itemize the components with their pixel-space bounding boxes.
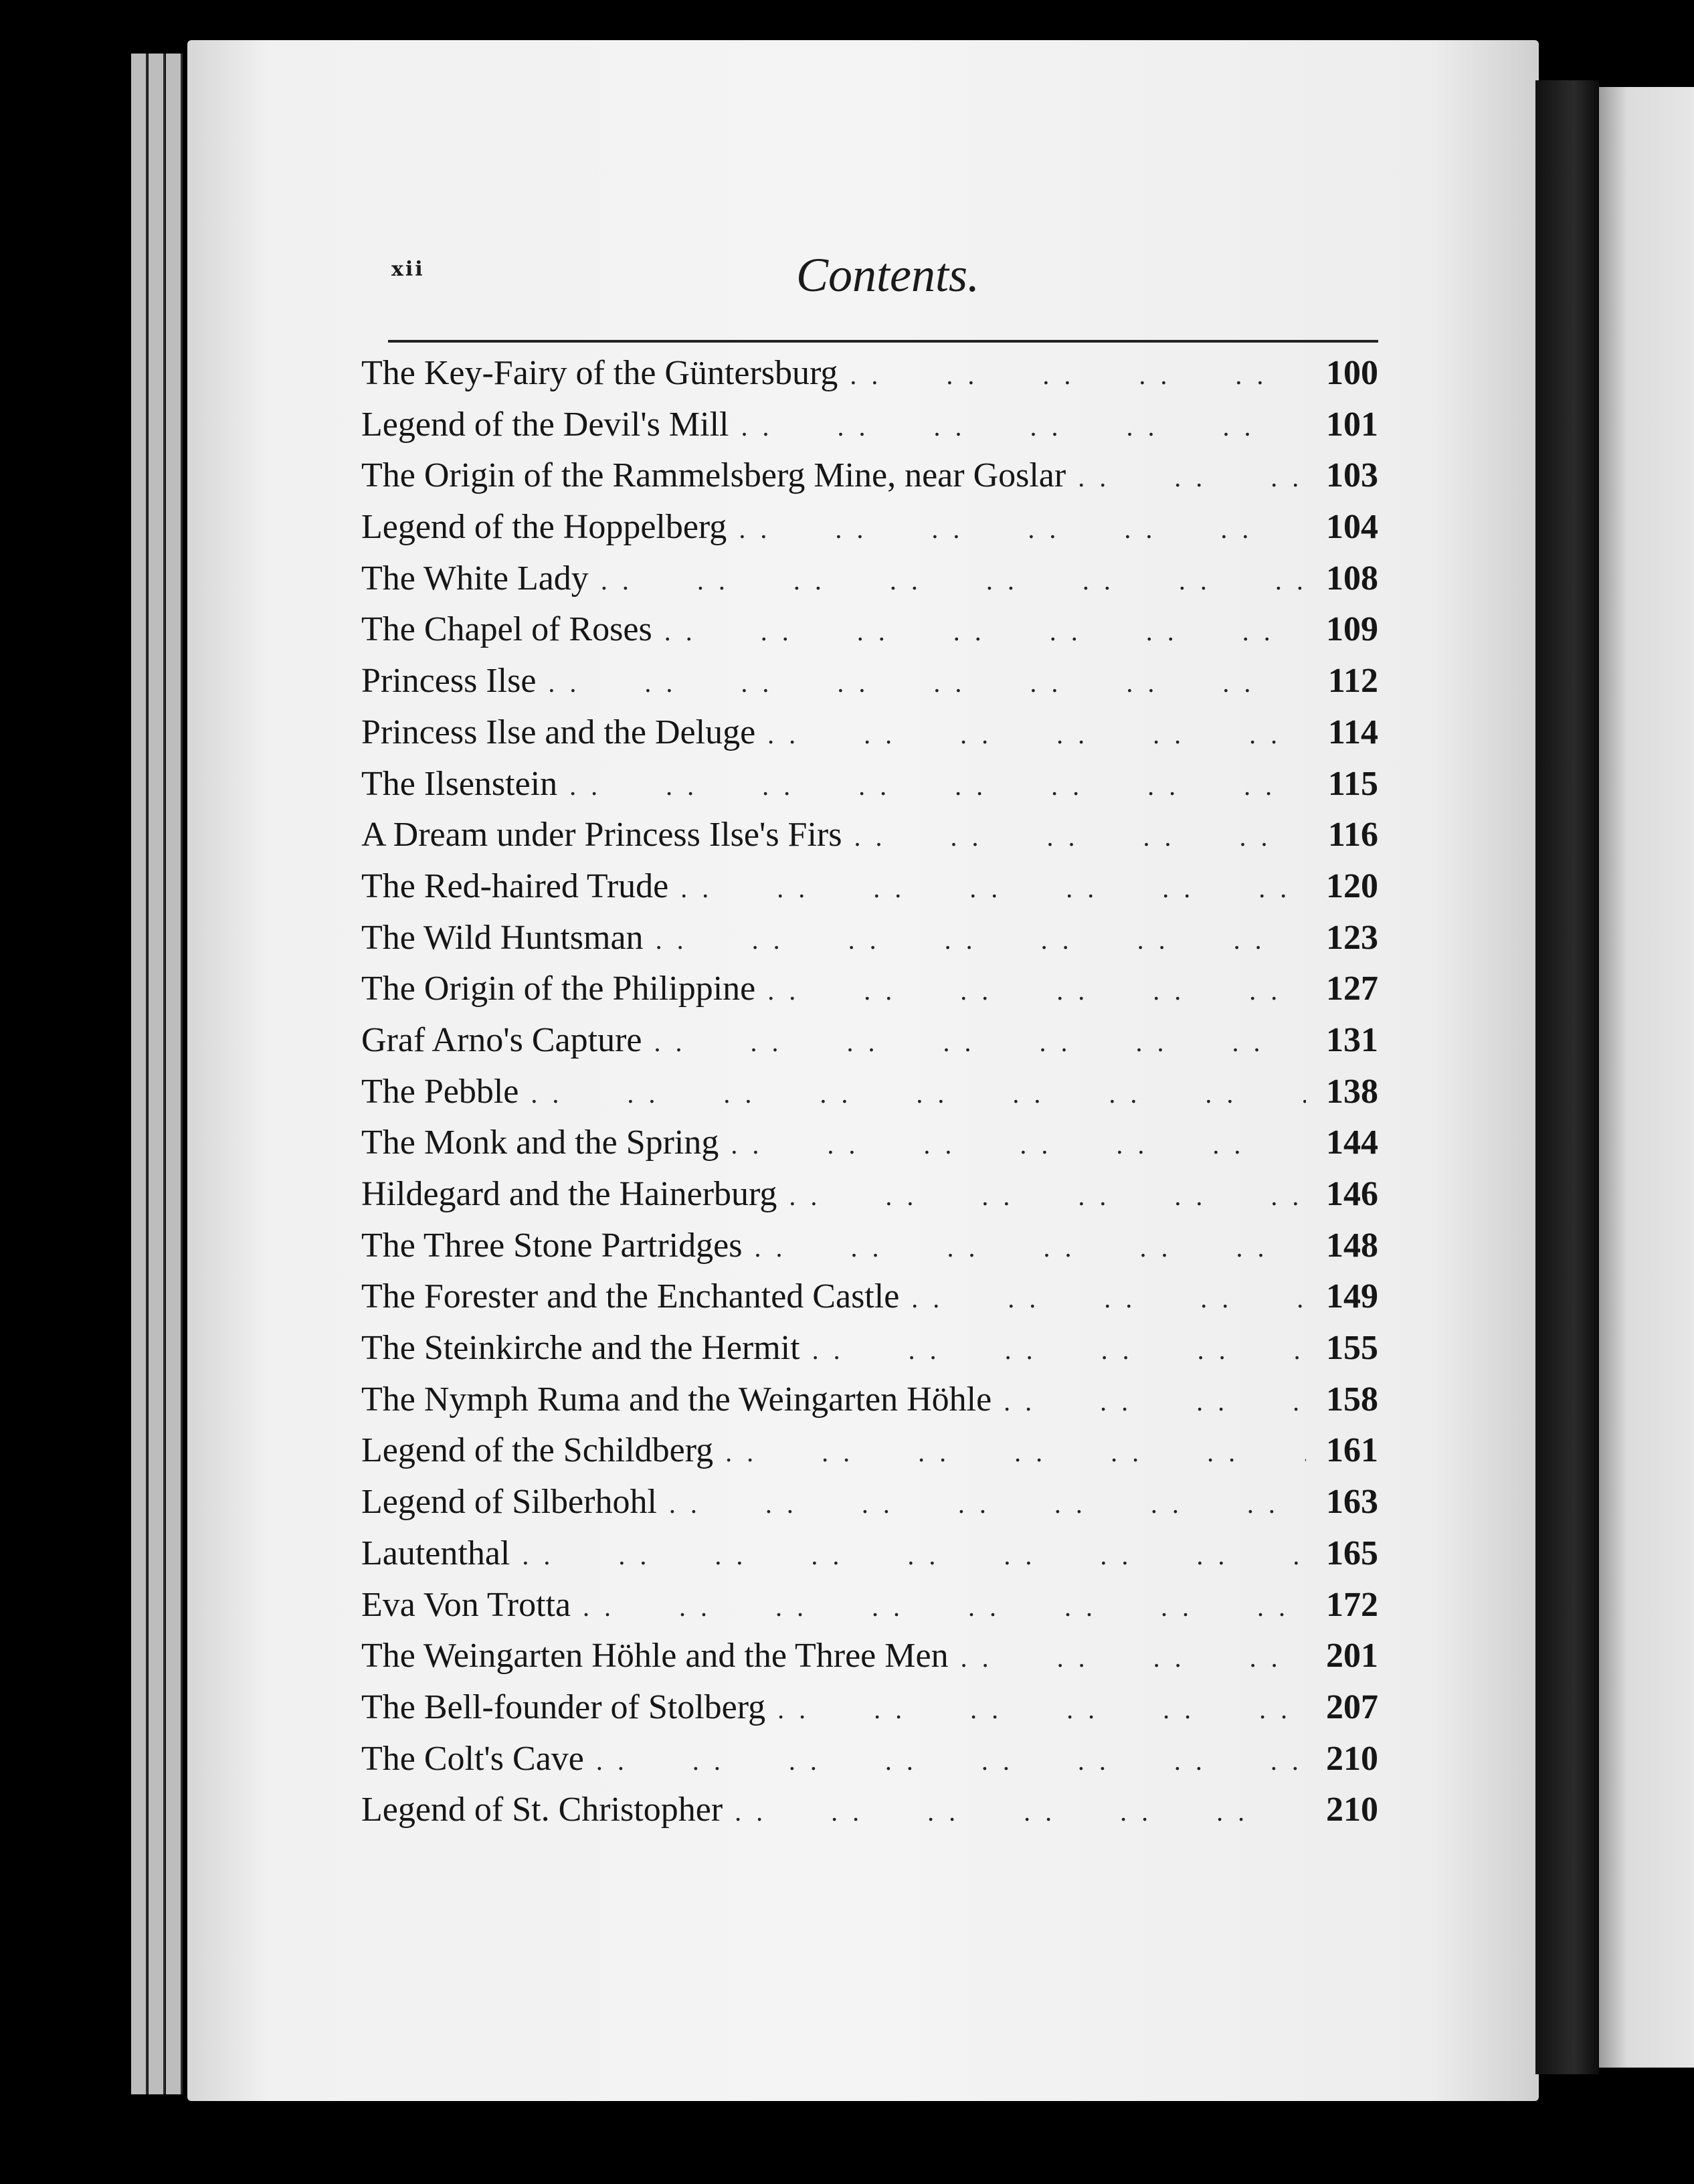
page-stack-edge [131,54,148,2094]
toc-entry [361,656,1378,707]
toc-entry-title: The Nymph Ruma and the Weingarten Höhle [361,1380,992,1419]
toc-entry [361,553,1378,605]
toc-entry-title: A Dream under Princess Ilse's Firs [361,816,842,854]
toc-entry-page-number: 115 [1327,764,1378,803]
toc-entry-title: Graf Arno's Capture [361,1020,642,1059]
toc-entry-page-number: 163 [1326,1483,1378,1522]
toc-entry-page-number: 144 [1326,1123,1378,1162]
dot-leader [777,1684,1306,1736]
toc-entry-page-number: 149 [1326,1277,1378,1316]
toc-entry-page-number: 165 [1326,1534,1378,1572]
dot-leader [522,1530,1306,1582]
toc-entry-title: The Forester and the Enchanted Castle [361,1277,900,1316]
dot-leader [596,1736,1306,1787]
toc-entry-page-number: 207 [1326,1688,1378,1726]
dot-leader [911,1273,1306,1325]
toc-entry-page-number: 101 [1326,405,1378,444]
dot-leader [664,606,1306,658]
dot-leader [1078,452,1306,504]
toc-entry [361,707,1378,759]
toc-entry-title: Legend of the Schildberg [361,1431,714,1470]
page-folio: xii [391,258,425,281]
dot-leader [961,1633,1306,1684]
toc-entry [361,1425,1378,1477]
book-spine [1535,80,1599,2074]
toc-entry-title: Legend of the Hoppelberg [361,508,727,547]
dot-leader [654,1017,1306,1069]
toc-entry-title: Lautenthal [361,1534,510,1572]
facing-page-edge [1599,87,1694,2068]
toc-entry-title: The Wild Huntsman [361,918,644,957]
toc-entry-title: The Origin of the Rammelsberg Mine, near Goslar [361,456,1066,495]
toc-entry [361,1631,1378,1682]
toc-entry-page-number: 108 [1326,559,1378,598]
dot-leader [754,1222,1306,1274]
toc-entry-page-number: 100 [1326,354,1378,392]
dot-leader [812,1325,1306,1376]
toc-entry-title: The Colt's Cave [361,1739,584,1778]
toc-entry [361,399,1378,451]
page-stack-edge [149,54,165,2094]
toc-entry [361,1271,1378,1323]
toc-entry [361,964,1378,1015]
toc-entry-title: The Red-haired Trude [361,867,669,905]
toc-entry-title: Princess Ilse [361,662,537,701]
toc-entry-page-number: 210 [1326,1739,1378,1778]
toc-entry-page-number: 120 [1326,867,1378,905]
toc-entry-page-number: 116 [1327,816,1378,854]
toc-entry [361,1785,1378,1836]
dot-leader [601,555,1306,607]
toc-entry [361,1220,1378,1272]
toc-entry-page-number: 109 [1326,610,1378,649]
toc-entry-title: The Monk and the Spring [361,1123,719,1162]
toc-entry-page-number: 131 [1326,1020,1378,1059]
toc-entry-title: Legend of St. Christopher [361,1791,723,1829]
dot-leader [741,401,1306,453]
toc-entry-page-number: 172 [1326,1585,1378,1624]
dot-leader [680,863,1306,915]
toc-entry-title: The Pebble [361,1072,519,1111]
dot-leader [1004,1376,1306,1428]
table-of-contents [361,348,1378,1836]
toc-entry [361,1682,1378,1734]
toc-entry-title: The Bell-founder of Stolberg [361,1688,766,1726]
dot-leader [669,1479,1306,1530]
toc-entry-page-number: 146 [1326,1175,1378,1213]
toc-entry-page-number: 123 [1326,918,1378,957]
toc-entry-page-number: 138 [1326,1072,1378,1111]
dot-leader [767,709,1306,761]
dot-leader [725,1427,1306,1479]
dot-leader [656,915,1306,966]
dot-leader [850,350,1306,401]
toc-entry-title: Hildegard and the Hainerburg [361,1175,777,1213]
toc-entry-page-number: 210 [1326,1791,1378,1829]
toc-entry-page-number: 155 [1326,1329,1378,1368]
dot-leader [569,761,1306,812]
toc-entry-page-number: 158 [1326,1380,1378,1419]
toc-entry-page-number: 127 [1326,970,1378,1008]
toc-entry-title: The Ilsenstein [361,764,558,803]
toc-entry [361,1374,1378,1426]
toc-entry-page-number: 161 [1326,1431,1378,1470]
dot-leader [789,1171,1306,1222]
toc-entry-page-number: 201 [1326,1637,1378,1675]
toc-entry [361,450,1378,502]
toc-entry-page-number: 148 [1326,1226,1378,1265]
toc-entry [361,861,1378,913]
toc-entry [361,1580,1378,1631]
toc-entry [361,1323,1378,1374]
dot-leader [731,1119,1306,1171]
toc-entry [361,810,1378,861]
toc-entry-title: Legend of the Devil's Mill [361,405,729,444]
dot-leader [531,1069,1306,1120]
dot-leader [548,658,1306,709]
toc-entry-title: The Weingarten Höhle and the Three Men [361,1637,949,1675]
toc-entry [361,1528,1378,1580]
toc-entry-title: Princess Ilse and the Deluge [361,713,756,751]
dot-leader [739,504,1306,555]
toc-entry-title: The Chapel of Roses [361,610,652,649]
toc-entry-title: The Three Stone Partridges [361,1226,743,1265]
toc-entry [361,759,1378,810]
toc-entry [361,348,1378,399]
toc-entry-page-number: 104 [1326,508,1378,547]
toc-entry [361,1734,1378,1785]
toc-entry-title: The Steinkirche and the Hermit [361,1329,800,1368]
page-stack-edge [166,54,183,2094]
toc-entry-title: The Key-Fairy of the Güntersburg [361,354,838,392]
toc-entry [361,1477,1378,1528]
dot-leader [854,812,1306,863]
toc-entry-title: The Origin of the Philippine [361,970,756,1008]
toc-entry [361,1015,1378,1067]
toc-entry-page-number: 103 [1326,456,1378,495]
toc-entry-title: Eva Von Trotta [361,1585,571,1624]
toc-entry [361,913,1378,964]
dot-leader [735,1787,1306,1838]
dot-leader [583,1582,1306,1633]
toc-entry [361,1117,1378,1169]
header-rule [388,340,1378,343]
toc-entry-title: Legend of Silberhohl [361,1483,657,1522]
toc-entry [361,1169,1378,1220]
page-title: Contents. [796,248,980,302]
toc-entry-page-number: 112 [1327,662,1378,701]
toc-entry [361,604,1378,656]
toc-entry-page-number: 114 [1327,713,1378,751]
toc-entry [361,502,1378,553]
toc-entry [361,1067,1378,1118]
dot-leader [767,966,1306,1017]
toc-entry-title: The White Lady [361,559,589,598]
